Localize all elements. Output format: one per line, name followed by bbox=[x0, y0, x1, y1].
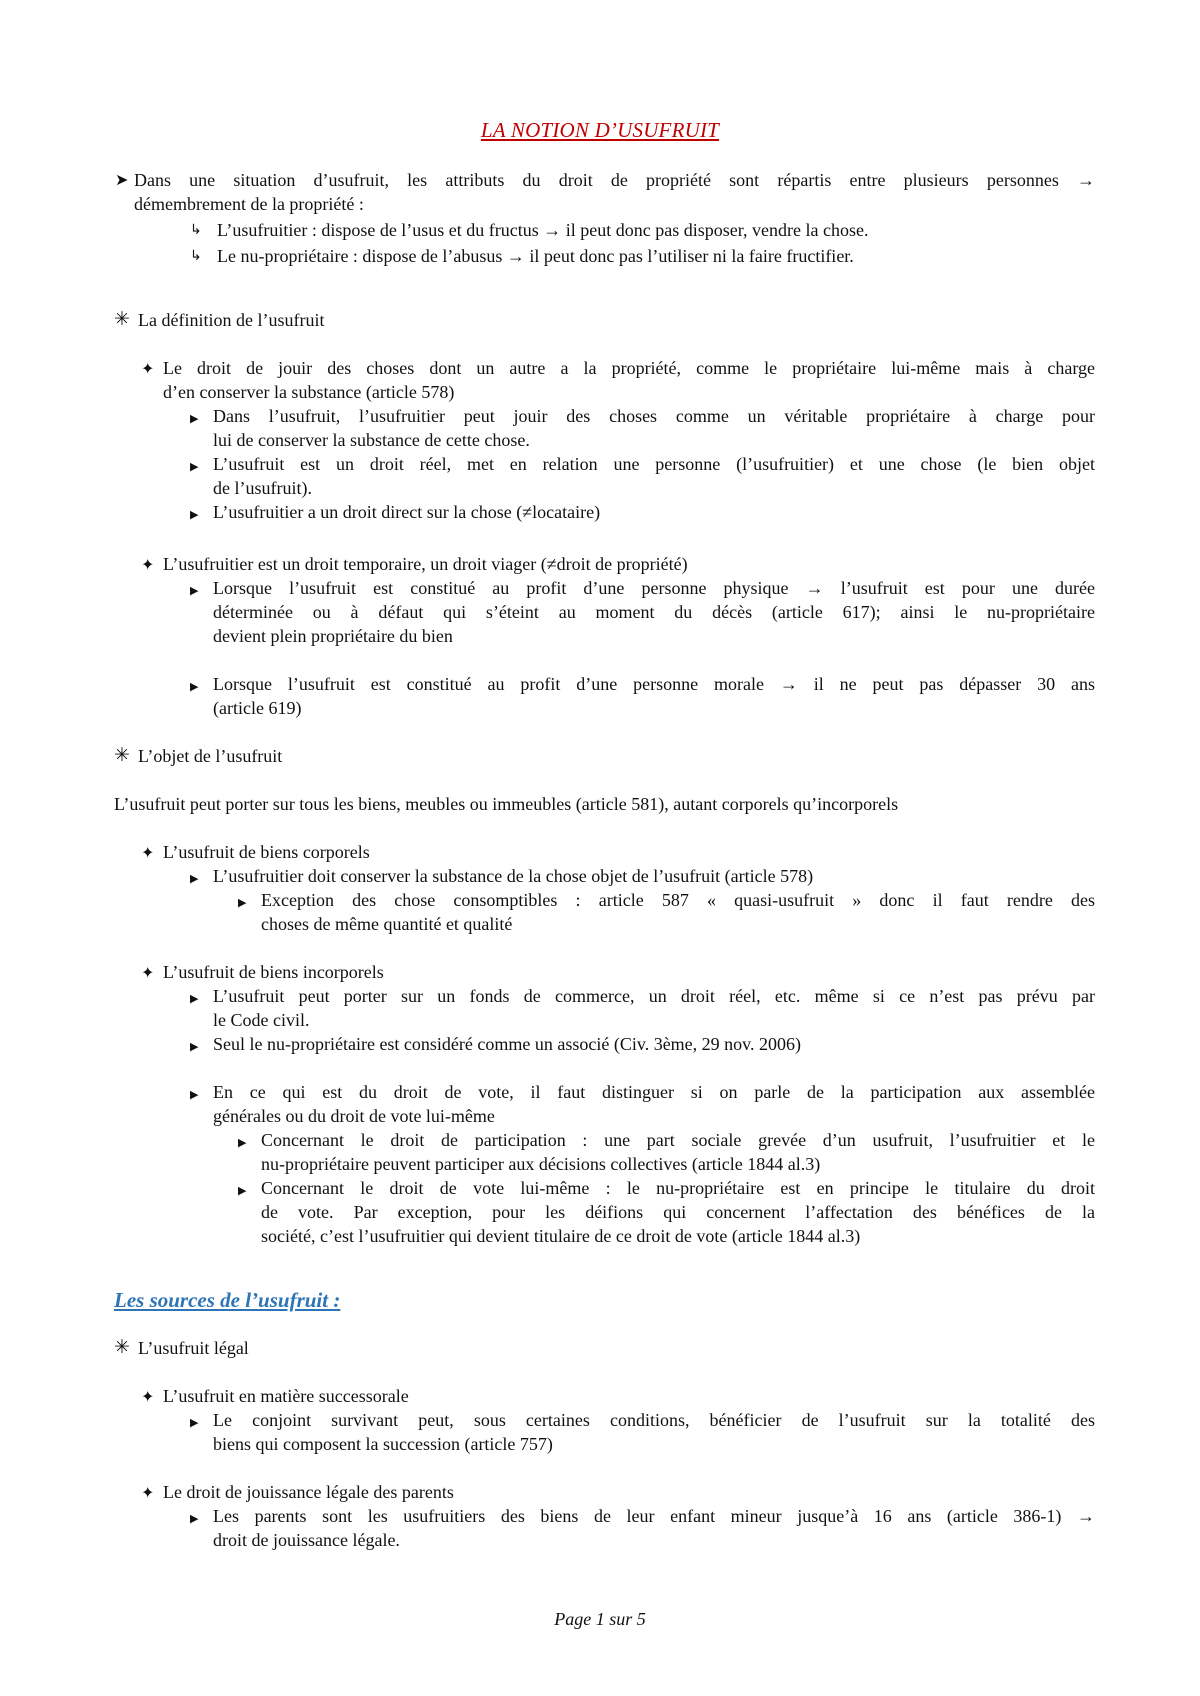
heading-definition: La définition de l’usufruit bbox=[138, 310, 325, 330]
def-p1-line-1: Le droit de jouir des choses dont un autre a la propriété, comme le propriétaire lui-même mais à charge bbox=[163, 358, 1095, 378]
triangle-right-icon: ▶ bbox=[190, 680, 199, 693]
def-p2-sub2-line-2: (article 619) bbox=[213, 698, 302, 718]
objet-p2-sub2: Seul le nu-propriétaire est considéré comme un associé (Civ. 3ème, 29 nov. 2006) bbox=[213, 1034, 801, 1054]
def-p1-sub3: L’usufruitier a un droit direct sur la chose (≠locataire) bbox=[213, 502, 601, 522]
objet-p1-subsub1-line-1: Exception des chose consomptibles : article 587 « quasi-usufruit » donc il faut rendre des bbox=[261, 890, 1095, 910]
heading-usufruit-legal: L’usufruit légal bbox=[138, 1338, 249, 1358]
triangle-right-icon: ▶ bbox=[238, 1184, 247, 1197]
triangle-right-icon: ▶ bbox=[190, 1512, 199, 1525]
section-title-sources: Les sources de l’usufruit : bbox=[114, 1288, 341, 1312]
objet-p2-subsub2-line-1: Concernant le droit de vote lui-même : le nu-propriétaire est en principe le titulaire du droit bbox=[261, 1178, 1095, 1198]
intro-line-1: Dans une situation d’usufruit, les attributs du droit de propriété sont répartis entre plusieurs personnes → bbox=[134, 170, 1095, 190]
four-point-star-icon: ✦ bbox=[141, 359, 155, 378]
def-p2-sub2-line-1: Lorsque l’usufruit est constitué au profit d’une personne morale → il ne peut pas dépasser 30 ans bbox=[213, 674, 1095, 694]
four-point-star-icon: ✦ bbox=[141, 963, 155, 982]
objet-p2-sub3-line-1: En ce qui est du droit de vote, il faut distinguer si on parle de la participation aux assemblée bbox=[213, 1082, 1095, 1102]
def-p2: L’usufruitier est un droit temporaire, un droit viager (≠droit de propriété) bbox=[163, 554, 688, 574]
def-p1-sub1-line-1: Dans l’usufruit, l’usufruitier peut jouir des choses comme un véritable propriétaire à charge pour bbox=[213, 406, 1095, 426]
objet-p2-subsub2-line-2: de vote. Par exception, pour les déifions qui concernent l’affectation des bénéfices de la bbox=[261, 1202, 1095, 1222]
objet-p1: L’usufruit de biens corporels bbox=[163, 842, 370, 862]
four-point-star-icon: ✦ bbox=[141, 1387, 155, 1406]
triangle-right-icon: ▶ bbox=[190, 412, 199, 425]
legal-p1-sub1-line-2: biens qui composent la succession (article 757) bbox=[213, 1434, 553, 1454]
four-point-star-icon: ✦ bbox=[141, 555, 155, 574]
triangle-right-icon: ▶ bbox=[238, 896, 247, 909]
triangle-right-icon: ▶ bbox=[190, 992, 199, 1005]
intro-sub-1: L’usufruitier : dispose de l’usus et du fructus → il peut donc pas disposer, vendre la chose. bbox=[217, 220, 869, 240]
def-p1-sub2-line-2: de l’usufruit). bbox=[213, 478, 312, 498]
four-point-star-icon: ✦ bbox=[141, 843, 155, 862]
objet-p2-sub1-line-1: L’usufruit peut porter sur un fonds de commerce, un droit réel, etc. même si ce n’est pas prévu par bbox=[213, 986, 1095, 1006]
def-p1-sub1-line-2: lui de conserver la substance de cette chose. bbox=[213, 430, 530, 450]
objet-p1-sub1: L’usufruitier doit conserver la substance de la chose objet de l’usufruit (article 578) bbox=[213, 866, 814, 886]
asterisk-icon: ✳ bbox=[114, 1336, 130, 1358]
def-p2-sub1-line-3: devient plein propriétaire du bien bbox=[213, 626, 453, 646]
hook-arrow-icon: ↳ bbox=[190, 248, 202, 264]
legal-p1: L’usufruit en matière successorale bbox=[163, 1386, 409, 1406]
hook-arrow-icon: ↳ bbox=[190, 222, 202, 238]
asterisk-icon: ✳ bbox=[114, 744, 130, 766]
legal-p1-sub1-line-1: Le conjoint survivant peut, sous certaines conditions, bénéficier de l’usufruit sur la totalité des bbox=[213, 1410, 1095, 1430]
def-p1-line-2: d’en conserver la substance (article 578) bbox=[163, 382, 455, 402]
four-point-star-icon: ✦ bbox=[141, 1483, 155, 1502]
triangle-right-icon: ▶ bbox=[190, 508, 199, 521]
def-p1-sub2-line-1: L’usufruit est un droit réel, met en relation une personne (l’usufruitier) et une chose (le bien objet bbox=[213, 454, 1095, 474]
legal-p2-sub1-line-2: droit de jouissance légale. bbox=[213, 1530, 400, 1550]
objet-p1-subsub1-line-2: choses de même quantité et qualité bbox=[261, 914, 513, 934]
page-footer: Page 1 sur 5 bbox=[554, 1609, 646, 1629]
heading-objet: L’objet de l’usufruit bbox=[138, 746, 283, 766]
triangle-right-icon: ▶ bbox=[190, 1088, 199, 1101]
intro-sub-2: Le nu-propriétaire : dispose de l’abusus → il peut donc pas l’utiliser ni la faire fructifier. bbox=[217, 246, 854, 266]
objet-p2-subsub2-line-3: société, c’est l’usufruitier qui devient titulaire de ce droit de vote (article 1844 al.3) bbox=[261, 1226, 861, 1246]
objet-intro: L’usufruit peut porter sur tous les biens, meubles ou immeubles (article 581), autant corporels qu’incorporels bbox=[114, 794, 899, 814]
objet-p2-sub3-line-2: générales ou du droit de vote lui-même bbox=[213, 1106, 495, 1126]
page-title: LA NOTION D’USUFRUIT bbox=[480, 118, 720, 142]
def-p2-sub1-line-2: déterminée ou à défaut qui s’éteint au moment du décès (article 617); ainsi le nu-propriétaire bbox=[213, 602, 1095, 622]
objet-p2-sub1-line-2: le Code civil. bbox=[213, 1010, 310, 1030]
arrow-bullet-icon: ➤ bbox=[115, 170, 129, 189]
triangle-right-icon: ▶ bbox=[190, 584, 199, 597]
triangle-right-icon: ▶ bbox=[190, 1040, 199, 1053]
intro-line-2: démembrement de la propriété : bbox=[134, 194, 364, 214]
triangle-right-icon: ▶ bbox=[190, 872, 199, 885]
objet-p2: L’usufruit de biens incorporels bbox=[163, 962, 384, 982]
objet-p2-subsub1-line-2: nu-propriétaire peuvent participer aux décisions collectives (article 1844 al.3) bbox=[261, 1154, 821, 1174]
asterisk-icon: ✳ bbox=[114, 308, 130, 330]
legal-p2-sub1-line-1: Les parents sont les usufruitiers des biens de leur enfant mineur jusque’à 16 ans (article 386-1) → bbox=[213, 1506, 1095, 1526]
legal-p2: Le droit de jouissance légale des parents bbox=[163, 1482, 454, 1502]
def-p2-sub1-line-1: Lorsque l’usufruit est constitué au profit d’une personne physique → l’usufruit est pour une durée bbox=[213, 578, 1095, 598]
triangle-right-icon: ▶ bbox=[190, 1416, 199, 1429]
objet-p2-subsub1-line-1: Concernant le droit de participation : une part sociale grevée d’un usufruit, l’usufruitier et le bbox=[261, 1130, 1095, 1150]
triangle-right-icon: ▶ bbox=[238, 1136, 247, 1149]
triangle-right-icon: ▶ bbox=[190, 460, 199, 473]
